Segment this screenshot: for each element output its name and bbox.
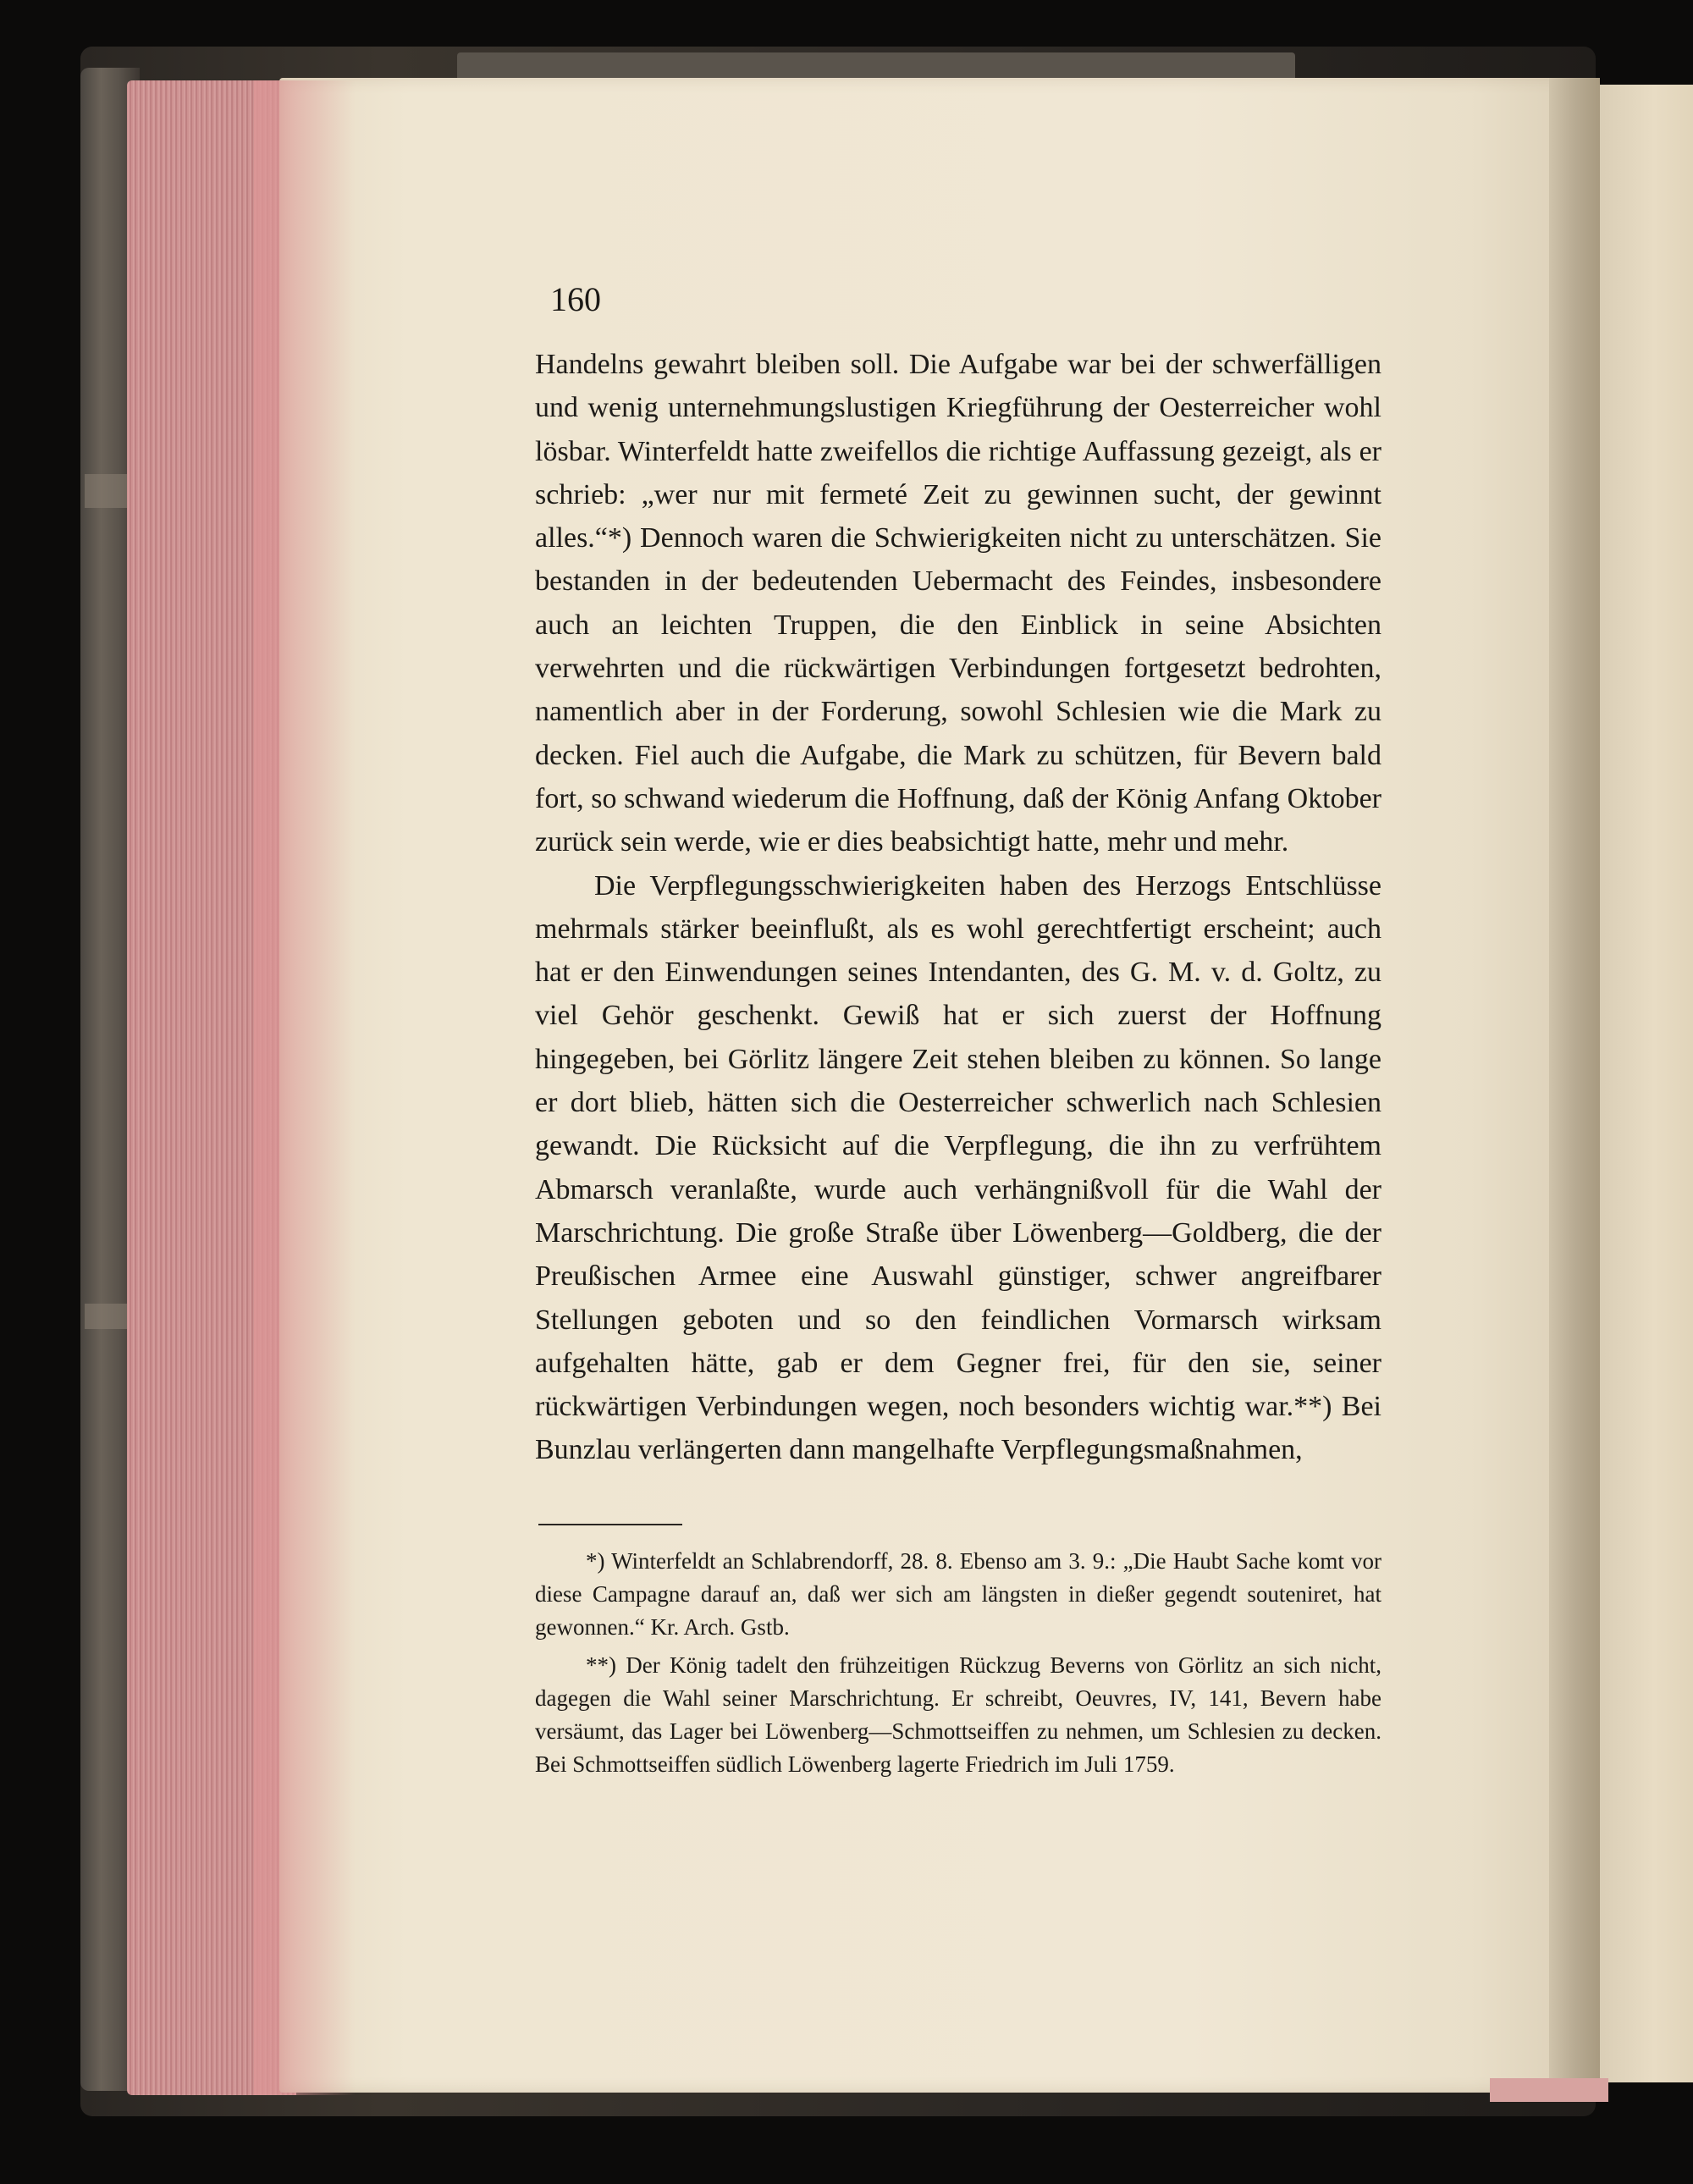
- page-stain-fade: [254, 80, 356, 2095]
- footnote: *) Winterfeldt an Schlabrendorff, 28. 8. Ebenso am 3. 9.: „Die Haubt Sache komt vor diese Campagne darauf an, daß wer sich am längsten in dießer gegendt souteniret, hat gewonnen.“ Kr. Arch. Gstb.: [535, 1548, 1381, 1640]
- page-gutter: [1549, 78, 1600, 2093]
- paragraph: Die Verpflegungsschwierigkeiten haben des Herzogs Entschlüsse mehrmals stärker beeinflußt, als es wohl gerechtfertigt erscheint; auch hat er den Einwendungen seines Intendanten, des G. M. v. d. Goltz, zu viel Gehör geschenkt. Gewiß hat er sich zuerst der Hoffnung hingegeben, bei Görlitz längere Zeit stehen bleiben zu können. So lange er dort blieb, hätten sich die Oesterreicher schwerlich nach Schlesien gewandt. Die Rücksicht auf die Verpflegung, die ihn zu verfrühtem Abmarsch veranlaßte, wurde auch verhängnißvoll für die Wahl der Marschrichtung. Die große Straße über Löwenberg—Goldberg, die der Preußischen Armee eine Auswahl günstiger, schwer angreifbarer Stellungen geboten und so den feindlichen Vormarsch wirksam aufgehalten hätte, gab er dem Gegner frei, für den sie, seiner rückwärtigen Verbindungen wegen, noch besonders wichtig war.**) Bei Bunzlau verlängerten dann mangelhafte Verpflegungsmaßnahmen,: [535, 869, 1381, 1466]
- facing-page-edge: [1596, 85, 1693, 2082]
- footnote: **) Der König tadelt den frühzeitigen Rückzug Beverns von Görlitz an sich nicht, dagegen die Wahl seiner Marschrichtung. Er schreibt, Oeuvres, IV, 141, Bevern habe versäumt, das Lager bei Löwenberg—Schmottseiffen zu nehmen, um Schlesien zu decken. Bei Schmottseiffen südlich Löwenberg lagerte Friedrich im Juli 1759.: [535, 1652, 1381, 1777]
- body-text: [535, 343, 1381, 1472]
- page-bottom-stain: [1490, 2078, 1608, 2102]
- paragraph: Handelns gewahrt bleiben soll. Die Aufgabe war bei der schwerfälligen und wenig unternehmungslustigen Kriegführung der Oesterreicher wohl lösbar. Winterfeldt hatte zweifellos die richtige Auffassung gezeigt, als er schrieb: „wer nur mit fermeté Zeit zu gewinnen sucht, der gewinnt alles.“*) Dennoch waren die Schwierigkeiten nicht zu unterschätzen. Sie bestanden in der bedeutenden Uebermacht des Feindes, insbesondere auch an leichten Truppen, die den Einblick in seine Absichten verwehrten und die rückwärtigen Verbindungen fortgesetzt bedrohten, namentlich aber in der Forderung, sowohl Schlesien wie die Mark zu decken. Fiel auch die Aufgabe, die Mark zu schützen, für Bevern bald fort, so schwand wiederum die Hoffnung, daß der König Anfang Oktober zurück sein werde, wie er dies beabsichtigt hatte, mehr und mehr.: [535, 349, 1381, 858]
- footnote-divider: [538, 1524, 682, 1525]
- footnotes: [535, 1545, 1381, 1786]
- page-number: 160: [550, 280, 601, 318]
